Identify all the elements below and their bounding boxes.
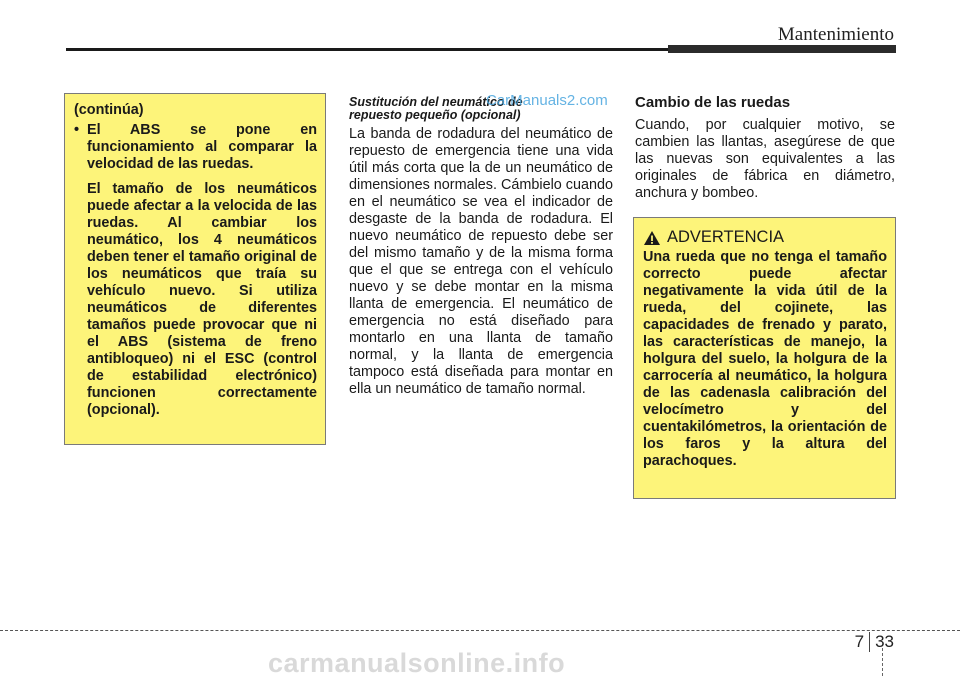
warning-title: ADVERTENCIA	[667, 228, 785, 246]
spare-tire-section	[349, 96, 613, 398]
footer-dashed-rule	[0, 630, 960, 631]
bullet-marker: •	[74, 122, 80, 138]
warning-box	[633, 217, 896, 499]
watermark-text: CarManuals2.com	[486, 92, 608, 109]
tire-size-paragraph: El tamaño de los neumáticos puede afectar a la velocida de las ruedas. Al cambiar los neumático, los 4 neumáticos deben tener el tamaño original de los neumáticos que traía su vehículo nuevo. Si utiliza neumáticos de diferentes tamaños puede provocar que ni el ABS (sistema de freno antibloqueo) ni el ESC (control de estabilidad electrónico) funcionen correctamente (opcional).	[87, 181, 317, 418]
warning-triangle-icon	[643, 230, 661, 246]
warning-body: Una rueda que no tenga el tamaño correcto puede afectar negativamente la vida útil de la rueda, del cojinete, las capacidades de frenado y parato, las características de manejo, la holgura del suelo, la holgura de la carrocería al neumático, la holgura de las cadenasla calibración del velocímetro y del cuentakilómetros, la orientación de los faros y la altura del parachoques.	[643, 249, 887, 469]
wheel-change-body: Cuando, por cualquier motivo, se cambien las llantas, asegúrese de que las nuevas son equivalentes a las originales de fábrica en diámetro, anchura y bombeo.	[635, 117, 895, 201]
abs-bullet	[74, 122, 317, 173]
page-number	[855, 632, 894, 652]
spare-tire-body: La banda de rodadura del neumático de repuesto de emergencia tiene una vida útil más corta que la de un neumático de dimensiones normales. Cámbielo cuando en el neumático se vea el indicador de desgaste de la banda de rodadura. El nuevo neumático de repuesto debe ser del mismo tamaño y de la misma forma que el que se entrega con el vehículo nuevo y se debe montar en la misma llanta de emergencia. El neumático de emergencia no está diseñado para montarlo en una llanta de tamaño normal, y la llanta de emergencia tampoco está diseñada para montar en ella un neumático de tamaño normal.	[349, 126, 613, 397]
header-tab-bar	[668, 45, 896, 53]
page-number-value: 33	[875, 632, 894, 651]
continued-note-box	[64, 93, 326, 445]
continued-label: (continúa)	[74, 102, 144, 118]
footer-vertical-dash	[882, 648, 883, 676]
warning-title-row	[643, 228, 887, 247]
footer-site-watermark: carmanualsonline.info	[268, 648, 566, 678]
abs-bullet-text: El ABS se pone en funcionamiento al comparar la velocidad de las ruedas.	[87, 122, 317, 172]
wheel-change-heading: Cambio de las ruedas	[635, 94, 791, 111]
wheel-change-section	[635, 94, 895, 202]
spare-tire-heading-line1: Sustitución del neumático de	[349, 95, 523, 109]
chapter-number: 7	[854, 632, 865, 651]
page-number-separator	[869, 632, 870, 652]
spare-tire-heading-line2: repuesto pequeño (opcional)	[349, 108, 521, 122]
header-title: Mantenimiento	[777, 24, 894, 45]
